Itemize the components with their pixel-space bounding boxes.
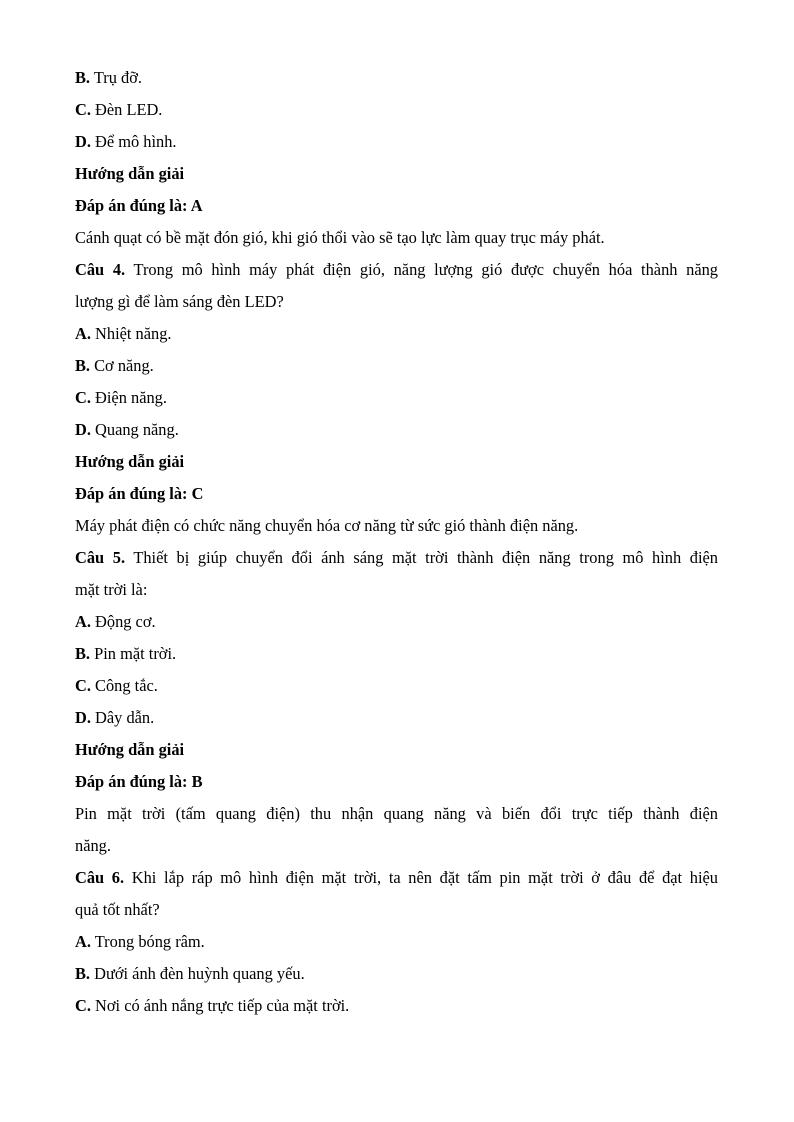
line-label: Câu 6. (75, 868, 125, 887)
line-label: B. (75, 964, 91, 983)
line-text: Đáp án đúng là: A (75, 196, 203, 215)
line-text: Trụ đỡ. (90, 68, 142, 87)
text-line-question (75, 862, 718, 894)
line-label: D. (75, 420, 91, 439)
line-text: Đáp án đúng là: B (75, 772, 203, 791)
line-label: B. (75, 644, 91, 663)
line-text: Hướng dẫn giải (75, 740, 185, 759)
line-text: Điện năng. (90, 388, 167, 407)
text-line-option (75, 926, 718, 958)
line-text: Pin mặt trời (tấm quang điện) thu nhận quang năng và biến đổi trực tiếp thành điện (75, 804, 718, 823)
line-text: năng. (75, 836, 111, 855)
text-line-option (75, 382, 718, 414)
line-label: A. (75, 324, 91, 343)
line-text: Công tắc. (90, 676, 158, 695)
text-line-option (75, 414, 718, 446)
line-label: Câu 5. (75, 548, 126, 567)
line-text: Để mô hình. (90, 132, 177, 151)
line-text: Nơi có ánh nắng trực tiếp của mặt trời. (90, 996, 350, 1015)
line-text: Quang năng. (90, 420, 179, 439)
text-line-option (75, 126, 718, 158)
line-text: Hướng dẫn giải (75, 452, 185, 471)
line-text: Trong bóng râm. (90, 932, 205, 951)
text-line-option (75, 670, 718, 702)
line-label: C. (75, 676, 91, 695)
line-text: Cơ năng. (90, 356, 154, 375)
text-line-heading (75, 446, 718, 478)
line-text: Đáp án đúng là: C (75, 484, 204, 503)
line-text: Đèn LED. (90, 100, 163, 119)
line-label: Câu 4. (75, 260, 126, 279)
text-line-question-cont (75, 574, 718, 606)
text-line-option (75, 94, 718, 126)
line-text: Động cơ. (90, 612, 156, 631)
text-line-explanation (75, 222, 718, 254)
text-line-answer (75, 766, 718, 798)
line-label: D. (75, 132, 91, 151)
document-body (75, 62, 718, 1022)
line-label: A. (75, 932, 91, 951)
line-text: Máy phát điện có chức năng chuyển hóa cơ năng từ sức gió thành điện năng. (75, 516, 579, 535)
text-line-answer (75, 478, 718, 510)
text-line-explanation (75, 510, 718, 542)
line-text: mặt trời là: (75, 580, 148, 599)
line-label: B. (75, 356, 91, 375)
line-text: Trong mô hình máy phát điện gió, năng lượng gió được chuyển hóa thành năng (125, 260, 719, 279)
text-line-option (75, 350, 718, 382)
line-text: Hướng dẫn giải (75, 164, 185, 183)
text-line-question-cont (75, 894, 718, 926)
text-line-option (75, 318, 718, 350)
line-text: lượng gì để làm sáng đèn LED? (75, 292, 284, 311)
line-text: quả tốt nhất? (75, 900, 160, 919)
line-label: A. (75, 612, 91, 631)
line-text: Dây dẫn. (90, 708, 155, 727)
line-text: Dưới ánh đèn huỳnh quang yếu. (90, 964, 305, 983)
text-line-option (75, 638, 718, 670)
text-line-option (75, 990, 718, 1022)
line-text: Khi lắp ráp mô hình điện mặt trời, ta nên đặt tấm pin mặt trời ở đâu để đạt hiệu (124, 868, 718, 887)
text-line-option (75, 62, 718, 94)
line-text: Pin mặt trời. (90, 644, 177, 663)
line-label: C. (75, 388, 91, 407)
text-line-question (75, 542, 718, 574)
text-line-question (75, 254, 718, 286)
text-line-heading (75, 734, 718, 766)
text-line-question-cont (75, 286, 718, 318)
text-line-option (75, 606, 718, 638)
line-text: Thiết bị giúp chuyển đổi ánh sáng mặt trời thành điện năng trong mô hình điện (125, 548, 718, 567)
text-line-option (75, 702, 718, 734)
line-label: C. (75, 100, 91, 119)
line-label: B. (75, 68, 91, 87)
line-text: Nhiệt năng. (90, 324, 172, 343)
text-line-explanation-cont (75, 830, 718, 862)
text-line-answer (75, 190, 718, 222)
line-label: D. (75, 708, 91, 727)
text-line-heading (75, 158, 718, 190)
text-line-option (75, 958, 718, 990)
line-text: Cánh quạt có bề mặt đón gió, khi gió thổi vào sẽ tạo lực làm quay trục máy phát. (75, 228, 605, 247)
text-line-explanation (75, 798, 718, 830)
line-label: C. (75, 996, 91, 1015)
